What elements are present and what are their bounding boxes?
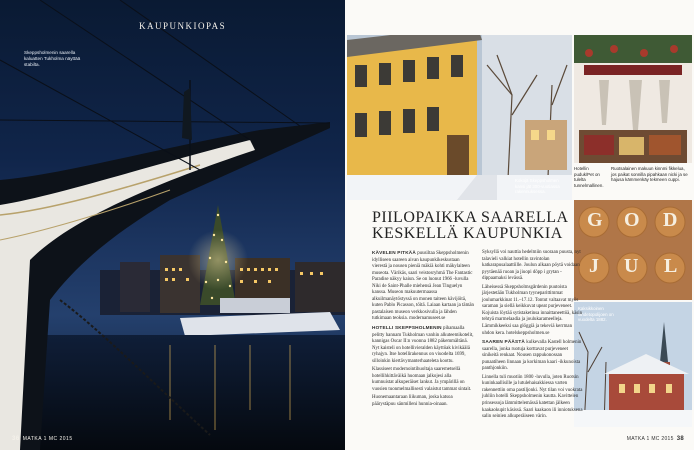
article-body	[372, 250, 584, 440]
right-footer	[627, 436, 684, 442]
left-page-photo	[0, 0, 345, 450]
house-photo-caption: Kokojä Skeppsholmen kansi jät 300-vuotiassa rakennuksessa.	[515, 178, 560, 195]
market-photo-caption-2: Ruotsalainen makuun kinnmi fikkelua, jos paikat sonnilla pipahkaan nicki ja se hajusa kämmenkäy tekmeen cuppi.	[611, 166, 688, 183]
article-paragraph: KÄVELEN PITKÄÄ puusiltaa Skeppsholmenin idylliseen saareen aivan kaupunkikeskustaan vierestä ja nousen pieniä mäkiä kohti mäkylaiteen museota. Värikäs, saari veistosryhmä The Fantastic Paradise näkyy kaiun. Se on luonut 1966 -luvulla Niki de Saint-Phalle miehensä Jean Tinguelyn kanssa. Museon makuutermaassa alkuilmanäytöstyssä on monen taiteen kävijöitä, kuten Pablo Picasson, töitä. Laiaan kartaan ja tämän pastalaisen museon verkkosivulla ja lähden tutkimaan teoksia. modernamuseet.se	[372, 250, 474, 322]
winter-house-photo	[347, 35, 572, 200]
left-page-number: 36	[12, 436, 20, 442]
market-photo-caption: Hotellin puduk/Pet on tulelta tunnelmallinen.	[574, 166, 604, 188]
cookie-letter: G	[587, 209, 603, 231]
left-issue-label: MATKA 1 MC 2015	[22, 436, 73, 442]
gingerbread-cookies-photo	[574, 200, 692, 300]
article-paragraph: Läheisessä Skeppsholmsgårdenin puutoista järjestetään Tukholman tyyneparittimmat joulumarkkinat 11.–17.12. Tontut valtaavat myös saraman ja siellä keikkuvat upeat purjeveneet. Kojuista löytää sytistaketinsa innaittaneettöä, käsin tehtyä marmelaadia ja joulukarameelleja. Lämmikkeeksi saa glöggiä ja tekeviä kerrman uhdon kera. hotelskeppsholmen.se	[482, 284, 583, 336]
article-paragraph: HOTELLI SKEPPSHOLMENIN pihamaalla pelitty hannam Tukholman vanhin alkuteemikotelit, kannigas Oscar II:n vuonna 1882 päkemmältänä. Nyt kaisteli on hotellivieralden käyttöak kivikäälä ryhajyn. Itse hotellirakennus on viuodelta 1699, silloinkin kiertävymanterhaateleta koottu.	[372, 325, 474, 364]
left-photo-caption: Skeppsholmenin saarella kaluatten Tukholma näyttää stabilta.	[24, 50, 81, 67]
article-paragraph: SAAREN PÄÄSTÄ kulkevalla Kastell holmenin saarella, jonka ruotuja korttavat purjeveneet sinikeitä renkaat. Nousen rappukonossan punaatiheen linnaan ja korkiman kaari -ikkunoista panthjonkiin.	[482, 339, 582, 372]
section-label: KAUPUNKIOPAS	[139, 21, 227, 31]
cookie-letter: L	[664, 255, 678, 277]
left-footer	[12, 436, 73, 442]
cookie-letter: J	[589, 255, 599, 277]
article-headline: PIILOPAIKKA SAARELLA KESKELLÄ KAUPUNKIA	[372, 209, 568, 242]
article-paragraph: Linnella tuli muotiin 1800 -luvulla, joten Ruotsin kuninkaallisille ja lutulehaisakkiessa varten rakennettiin oma pastiljonki. Nyt tilan voi vuokrata juhliin hotelli Skeppsholmenin kautta. Kavittelen prinsessoja lämmittelemässä katettan jälkeen kaakaokupit käsissä. Saari kaakaon ili inniotuksena salin seinien alkuperäiseen värin.	[482, 374, 583, 420]
right-page	[345, 0, 694, 450]
cookies-caption: Kaksikkoinen lahdetopolijoen on vuodelta 1882.	[578, 306, 614, 323]
article-paragraph: Syksyllä voi nauttia hedelmiin suoraan puusta, nyt talavieli valkiat hotellin ravintolan katkarapusalaattiille. Joulun alkaan pöytä voidaan pyytäenää ruoan ja jiuopi döpp i grytan -dippaamaksi levässä.	[482, 250, 581, 282]
article-paragraph: Klassiseet modernointihuoltaja saaremetsellä hotellihkittäväikä huomaan jalkojesi alla kumnuistat alkuperäiset lankut. Ja ympärillä on vuosien tuonmelmallisesti valaistut tammat sintait.	[372, 367, 472, 392]
cookie-letter: D	[663, 209, 678, 231]
right-page-number: 38	[676, 436, 684, 442]
cookie-letter: O	[624, 209, 640, 231]
cookie-letter: U	[624, 255, 639, 277]
christmas-market-photo	[574, 35, 692, 163]
right-issue-label: MATKA 1 MC 2015	[626, 436, 674, 442]
article-paragraph: Huonemaantaraan liikuman, joska katsoa päärystäpuu sänmilleni hunnia-oinaan.	[372, 395, 453, 408]
